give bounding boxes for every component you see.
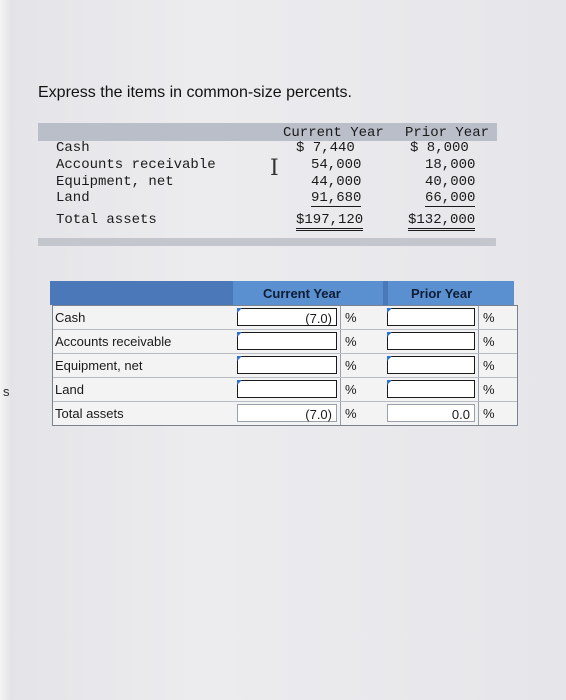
current-year-input-total-assets[interactable] [237,404,337,422]
given-label-land: Land [56,190,90,206]
prior-year-input-accounts-receivable[interactable] [387,332,475,350]
current-year-input-accounts-receivable[interactable] [237,332,337,350]
current-year-input-land[interactable] [237,380,337,398]
text-cursor-icon: I [270,156,279,181]
answer-header-current: Current Year [263,286,341,301]
percent-label: % [483,334,495,349]
given-current-cash: $ 7,440 [296,140,355,156]
side-letter: s [3,384,10,399]
cell-divider [340,402,341,425]
current-year-value-cash: (7.0) [305,311,332,326]
input-marker-icon [237,332,242,337]
given-label-cash: Cash [56,140,90,156]
percent-label: % [483,358,495,373]
given-current-ar: 54,000 [311,157,362,173]
prior-year-input-land[interactable] [387,380,475,398]
cell-divider [340,306,341,329]
table-row [53,354,517,378]
percent-label: % [345,310,357,325]
table-row [53,306,517,330]
answer-header-prior-cell [388,281,514,305]
percent-label: % [345,382,357,397]
row-label-accounts-receivable: Accounts receivable [55,334,172,349]
prior-year-value-total-assets: 0.0 [451,407,470,422]
answer-header [50,281,514,305]
input-marker-icon [237,380,242,385]
percent-label: % [483,406,495,421]
given-prior-equipment: 40,000 [425,174,476,190]
row-label-total-assets: Total assets [55,406,124,421]
prior-year-input-total-assets[interactable] [387,404,475,422]
input-marker-icon [237,308,242,313]
percent-label: % [345,358,357,373]
table-row [53,402,517,425]
input-marker-icon [387,380,392,385]
input-marker-icon [237,356,242,361]
percent-label: % [345,334,357,349]
cell-divider [340,330,341,353]
table-row [53,378,517,402]
given-prior-land: 66,000 [425,190,476,206]
current-year-value-total-assets: (7.0) [305,407,332,422]
given-label-equipment: Equipment, net [56,174,174,190]
footer-band [38,238,496,246]
prior-year-input-cash[interactable] [387,308,475,326]
given-label-ar: Accounts receivable [56,157,216,173]
given-current-total: $197,120 [296,212,363,231]
given-current-land: 91,680 [311,190,362,206]
given-data-table [38,123,498,245]
cell-divider [478,402,479,425]
cell-divider [478,306,479,329]
cell-divider [340,378,341,401]
cell-divider [478,330,479,353]
cell-divider [340,354,341,377]
row-label-cash: Cash [55,310,86,325]
given-header-prior: Prior Year [405,125,490,141]
input-marker-icon [387,332,392,337]
row-label-equipment: Equipment, net [55,358,143,373]
question-text: Express the items in common-size percents. [38,84,352,101]
answer-header-prior: Prior Year [411,286,473,301]
percent-label: % [483,382,495,397]
given-prior-ar: 18,000 [425,157,476,173]
prior-year-input-equipment[interactable] [387,356,475,374]
answer-header-current-cell [233,281,383,305]
given-prior-cash: $ 8,000 [410,140,469,156]
cell-divider [478,378,479,401]
percent-label: % [345,406,357,421]
given-current-equipment: 44,000 [311,174,362,190]
cell-divider [478,354,479,377]
given-header-current: Current Year [283,125,384,141]
answer-body [52,305,518,426]
percent-label: % [483,310,495,325]
given-label-total: Total assets [56,212,157,228]
current-year-input-cash[interactable] [237,308,337,326]
row-label-land: Land [55,382,84,397]
given-prior-total: $132,000 [408,212,475,231]
input-marker-icon [387,308,392,313]
table-row [53,330,517,354]
left-page-edge [0,0,12,700]
input-marker-icon [387,356,392,361]
current-year-input-equipment[interactable] [237,356,337,374]
